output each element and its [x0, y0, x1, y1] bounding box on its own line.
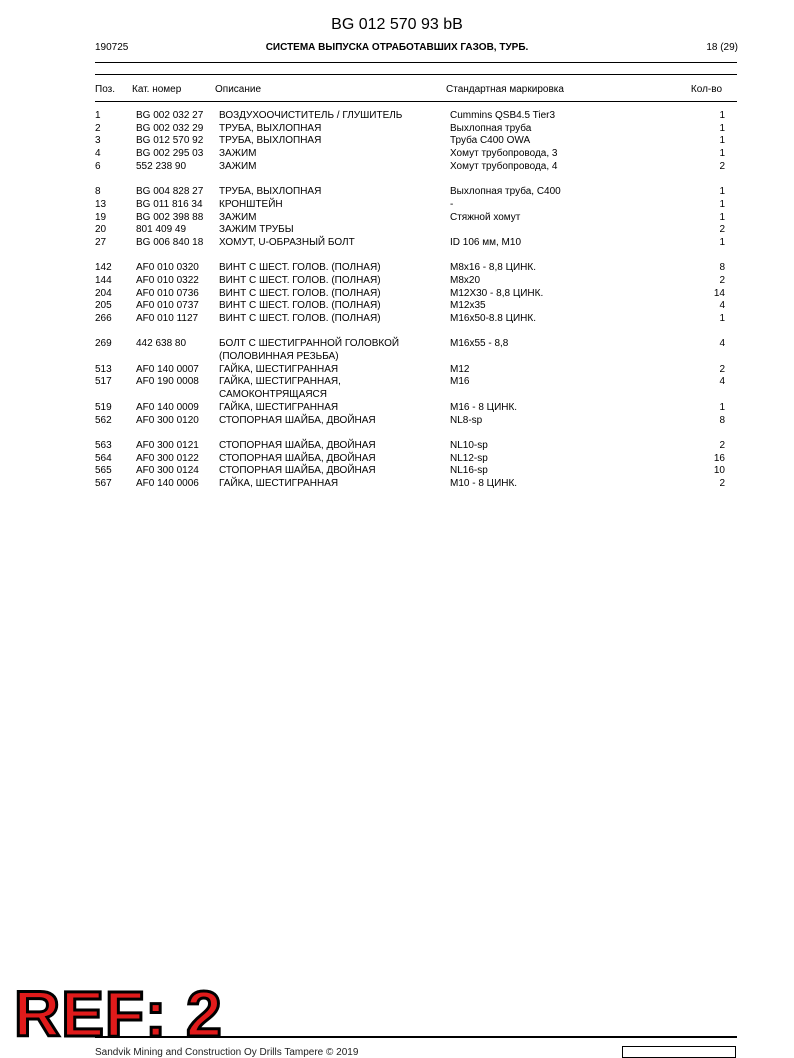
row-description: ВИНТ С ШЕСТ. ГОЛОВ. (ПОЛНАЯ) — [219, 274, 381, 286]
row-standard-marking: M12X30 - 8,8 ЦИНК. — [450, 287, 544, 299]
table-row — [0, 453, 794, 466]
row-cat-number: AF0 300 0120 — [136, 414, 199, 426]
row-quantity: 2 — [719, 224, 725, 236]
row-standard-marking: M10 - 8 ЦИНК. — [450, 477, 518, 489]
row-standard-marking: NL8-sp — [450, 414, 483, 426]
row-pos: 19 — [95, 211, 107, 223]
row-description: КРОНШТЕЙН — [219, 198, 283, 210]
table-row — [0, 212, 794, 225]
row-standard-marking: M8x20 — [450, 274, 481, 286]
footer-copyright: Sandvik Mining and Construction Oy Drills Tampere © 2019 — [95, 1047, 359, 1058]
table-row — [0, 123, 794, 136]
row-quantity: 1 — [719, 211, 725, 223]
row-standard-marking: Выхлопная труба — [450, 122, 532, 134]
row-quantity: 1 — [719, 401, 725, 413]
row-pos: 562 — [95, 414, 112, 426]
row-description: ТРУБА, ВЫХЛОПНАЯ — [219, 122, 322, 134]
row-quantity: 2 — [719, 477, 725, 489]
row-standard-marking: NL12-sp — [450, 452, 488, 464]
table-header-divider — [95, 101, 737, 102]
row-quantity: 4 — [719, 376, 725, 388]
row-pos: 519 — [95, 401, 112, 413]
row-standard-marking: Труба C400 OWA — [450, 135, 531, 147]
table-row — [0, 237, 794, 250]
table-row — [0, 402, 794, 415]
header-divider — [95, 62, 737, 63]
table-row — [0, 199, 794, 212]
row-standard-marking: Хомут трубопровода, 4 — [450, 160, 558, 172]
row-quantity: 1 — [719, 110, 725, 121]
row-standard-marking: M16 — [450, 376, 470, 388]
table-row — [0, 148, 794, 161]
row-standard-marking: Выхлопная труба, C400 — [450, 186, 561, 198]
row-pos: 266 — [95, 313, 112, 324]
ref-badge: REF: 2 — [14, 978, 223, 1050]
row-quantity: 1 — [719, 313, 725, 324]
row-cat-number: 801 409 49 — [136, 224, 187, 236]
row-pos: 205 — [95, 300, 112, 312]
row-standard-marking: ID 106 мм, M10 — [450, 236, 522, 248]
row-description: СТОПОРНАЯ ШАЙБА, ДВОЙНАЯ — [219, 452, 376, 464]
page-number: 18 (29) — [706, 42, 738, 53]
table-row — [0, 313, 794, 326]
table-row — [0, 338, 794, 363]
row-pos: 13 — [95, 198, 107, 210]
row-cat-number: AF0 140 0006 — [136, 477, 199, 489]
row-description: ГАЙКА, ШЕСТИГРАННАЯ — [219, 401, 339, 413]
table-row — [0, 415, 794, 428]
table-row — [0, 300, 794, 313]
row-quantity: 8 — [719, 414, 725, 426]
row-quantity: 1 — [719, 148, 725, 160]
row-pos: 142 — [95, 262, 112, 274]
row-standard-marking: - — [450, 198, 454, 210]
row-standard-marking: NL16-sp — [450, 465, 488, 477]
row-pos: 20 — [95, 224, 107, 236]
row-pos: 3 — [95, 135, 101, 147]
row-quantity: 16 — [713, 452, 725, 464]
table-row — [0, 364, 794, 377]
table-row — [0, 275, 794, 288]
row-cat-number: BG 012 570 92 — [136, 135, 204, 147]
row-quantity: 8 — [719, 262, 725, 274]
logo-icon — [622, 1046, 736, 1058]
row-pos: 144 — [95, 274, 112, 286]
row-quantity: 10 — [713, 465, 725, 477]
column-header-pos: Поз. — [95, 84, 115, 95]
header-divider — [95, 74, 737, 75]
table-row — [0, 478, 794, 491]
column-header-std: Стандартная маркировка — [446, 84, 564, 95]
row-cat-number: AF0 010 0320 — [136, 262, 199, 274]
row-standard-marking: M12x35 — [450, 300, 486, 312]
row-quantity: 1 — [719, 236, 725, 248]
row-cat-number: BG 002 032 27 — [136, 110, 204, 121]
row-cat-number: BG 002 032 29 — [136, 122, 204, 134]
row-description: ГАЙКА, ШЕСТИГРАННАЯ, САМОКОНТРЯЩАЯСЯ — [219, 376, 341, 401]
table-row — [0, 288, 794, 301]
row-description: ВИНТ С ШЕСТ. ГОЛОВ. (ПОЛНАЯ) — [219, 313, 381, 324]
row-cat-number: AF0 300 0124 — [136, 465, 199, 477]
row-description: ЗАЖИМ — [219, 211, 257, 223]
row-pos: 8 — [95, 186, 101, 198]
row-pos: 563 — [95, 439, 112, 451]
row-description: ВОЗДУХООЧИСТИТЕЛЬ / ГЛУШИТЕЛЬ — [219, 110, 403, 121]
row-cat-number: BG 002 295 03 — [136, 148, 204, 160]
row-pos: 517 — [95, 376, 112, 388]
row-cat-number: 552 238 90 — [136, 160, 187, 172]
footer-divider — [95, 1036, 737, 1038]
row-cat-number: AF0 010 0737 — [136, 300, 199, 312]
row-description: СТОПОРНАЯ ШАЙБА, ДВОЙНАЯ — [219, 465, 376, 477]
row-cat-number: AF0 010 0322 — [136, 274, 199, 286]
row-quantity: 2 — [719, 274, 725, 286]
column-header-desc: Описание — [215, 84, 262, 95]
row-pos: 204 — [95, 287, 112, 299]
row-pos: 567 — [95, 477, 112, 489]
row-quantity: 4 — [719, 300, 725, 312]
column-header-cat: Кат. номер — [132, 84, 182, 95]
row-standard-marking: Стяжной хомут — [450, 211, 521, 223]
row-quantity: 1 — [719, 122, 725, 134]
row-cat-number: AF0 010 1127 — [136, 313, 199, 324]
row-cat-number: BG 004 828 27 — [136, 186, 204, 198]
row-standard-marking: NL10-sp — [450, 439, 488, 451]
row-pos: 565 — [95, 465, 112, 477]
table-row — [0, 110, 794, 123]
row-description: ЗАЖИМ — [219, 160, 257, 172]
row-description: ТРУБА, ВЫХЛОПНАЯ — [219, 135, 322, 147]
row-description: СТОПОРНАЯ ШАЙБА, ДВОЙНАЯ — [219, 439, 376, 451]
parts-table — [0, 110, 794, 491]
row-cat-number: BG 006 840 18 — [136, 236, 204, 248]
column-header-qty: Кол-во — [690, 84, 722, 95]
header-code: 190725 — [95, 42, 129, 53]
row-quantity: 1 — [719, 186, 725, 198]
header-title: СИСТЕМА ВЫПУСКА ОТРАБОТАВШИХ ГАЗОВ, ТУРБ. — [265, 42, 529, 53]
table-row — [0, 440, 794, 453]
row-pos: 6 — [95, 160, 101, 172]
table-row — [0, 465, 794, 478]
row-description: ВИНТ С ШЕСТ. ГОЛОВ. (ПОЛНАЯ) — [219, 300, 381, 312]
row-description: ЗАЖИМ ТРУБЫ — [219, 224, 294, 236]
row-cat-number: 442 638 80 — [136, 338, 187, 350]
row-cat-number: BG 002 398 88 — [136, 211, 204, 223]
row-cat-number: AF0 140 0009 — [136, 401, 199, 413]
row-standard-marking: M16x55 - 8,8 — [450, 338, 509, 350]
table-row — [0, 186, 794, 199]
row-quantity: 1 — [719, 198, 725, 210]
row-pos: 4 — [95, 148, 101, 160]
row-description: ТРУБА, ВЫХЛОПНАЯ — [219, 186, 322, 198]
row-description: ЗАЖИМ — [219, 148, 257, 160]
row-description: ВИНТ С ШЕСТ. ГОЛОВ. (ПОЛНАЯ) — [219, 287, 381, 299]
table-row — [0, 161, 794, 174]
row-quantity: 1 — [719, 135, 725, 147]
row-cat-number: AF0 010 0736 — [136, 287, 199, 299]
row-standard-marking: M12 — [450, 363, 470, 375]
row-cat-number: BG 011 816 34 — [136, 198, 203, 210]
row-cat-number: AF0 300 0121 — [136, 439, 199, 451]
row-description: ГАЙКА, ШЕСТИГРАННАЯ — [219, 363, 339, 375]
row-description: ГАЙКА, ШЕСТИГРАННАЯ — [219, 477, 339, 489]
row-pos: 513 — [95, 363, 112, 375]
table-row — [0, 224, 794, 237]
row-standard-marking: M16x50-8.8 ЦИНК. — [450, 313, 536, 324]
row-description: БОЛТ С ШЕСТИГРАННОЙ ГОЛОВКОЙ (ПОЛОВИННАЯ РЕЗЬБА) — [219, 338, 400, 363]
table-row — [0, 135, 794, 148]
row-description: СТОПОРНАЯ ШАЙБА, ДВОЙНАЯ — [219, 414, 376, 426]
row-pos: 27 — [95, 236, 107, 248]
row-standard-marking: M16 - 8 ЦИНК. — [450, 401, 518, 413]
row-cat-number: AF0 140 0007 — [136, 363, 199, 375]
row-quantity: 14 — [713, 287, 725, 299]
row-quantity: 4 — [719, 338, 725, 350]
row-description: ХОМУТ, U-ОБРАЗНЫЙ БОЛТ — [219, 236, 355, 248]
document-number: BG 012 570 93 bB — [331, 16, 463, 33]
row-pos: 564 — [95, 452, 112, 464]
row-quantity: 2 — [719, 439, 725, 451]
row-pos: 269 — [95, 338, 112, 350]
row-standard-marking: Хомут трубопровода, 3 — [450, 148, 558, 160]
row-quantity: 2 — [719, 363, 725, 375]
row-description: ВИНТ С ШЕСТ. ГОЛОВ. (ПОЛНАЯ) — [219, 262, 381, 274]
row-cat-number: AF0 300 0122 — [136, 452, 199, 464]
table-row — [0, 262, 794, 275]
row-pos: 2 — [95, 122, 101, 134]
row-quantity: 2 — [719, 160, 725, 172]
row-cat-number: AF0 190 0008 — [136, 376, 199, 388]
row-pos: 1 — [95, 110, 101, 121]
row-standard-marking: M8x16 - 8,8 ЦИНК. — [450, 262, 536, 274]
row-standard-marking: Cummins QSB4.5 Tier3 — [450, 110, 556, 121]
table-row — [0, 376, 794, 401]
